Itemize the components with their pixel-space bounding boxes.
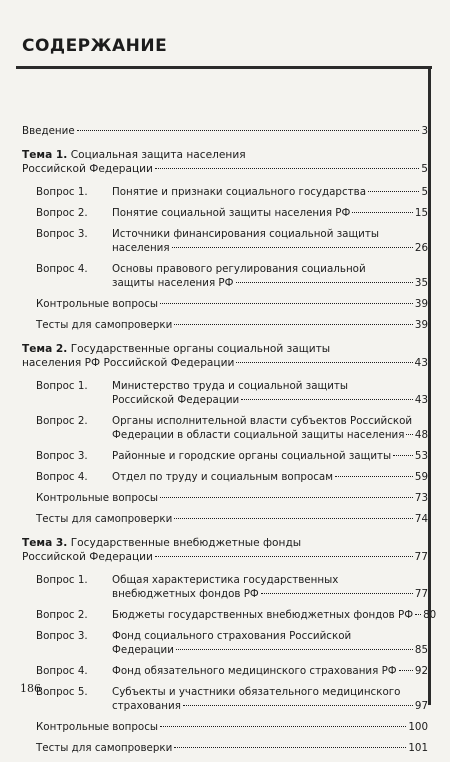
question-text-line2: Федерации bbox=[112, 644, 174, 656]
page-ref: 53 bbox=[414, 450, 428, 462]
toc-theme-3 bbox=[22, 536, 428, 564]
question-text-line1: Министерство труда и социальной защиты bbox=[112, 380, 349, 392]
title-underline bbox=[16, 66, 432, 69]
toc-question bbox=[22, 414, 428, 442]
theme-label: Тема 1. bbox=[22, 149, 68, 161]
toc-question bbox=[22, 629, 428, 657]
theme-title-line2: Российской Федерации bbox=[22, 551, 153, 563]
question-label: Вопрос 2. bbox=[36, 609, 88, 621]
question-text-line2: Российской Федерации bbox=[112, 394, 240, 406]
toc-entry-text: Тесты для самопроверки bbox=[36, 513, 173, 525]
toc-self-tests bbox=[22, 318, 428, 332]
toc-entry-text: Тесты для самопроверки bbox=[36, 319, 173, 331]
page-ref: 92 bbox=[414, 665, 428, 677]
leader-dots bbox=[415, 614, 421, 615]
page-ref: 35 bbox=[414, 277, 428, 289]
leader-dots bbox=[241, 399, 413, 400]
question-text-line2: защиты населения РФ bbox=[112, 277, 234, 289]
page-number: 186 bbox=[20, 682, 41, 695]
page-ref: 59 bbox=[414, 471, 428, 483]
question-text-line1: Фонд социального страхования Российской bbox=[112, 630, 352, 642]
leader-dots bbox=[174, 518, 413, 519]
leader-dots bbox=[174, 324, 413, 325]
question-text: Бюджеты государственных внебюджетных фондов РФ bbox=[112, 609, 414, 621]
toc-question bbox=[22, 470, 428, 484]
leader-dots bbox=[160, 497, 413, 498]
leader-dots bbox=[368, 191, 419, 192]
question-label: Вопрос 5. bbox=[36, 686, 88, 698]
question-label: Вопрос 4. bbox=[36, 471, 88, 483]
question-text-line2: внебюджетных фондов РФ bbox=[112, 588, 259, 600]
page-ref: 15 bbox=[414, 207, 428, 219]
toc-question bbox=[22, 262, 428, 290]
leader-dots bbox=[176, 649, 413, 650]
leader-dots bbox=[335, 476, 413, 477]
toc-theme-2 bbox=[22, 342, 428, 370]
question-text: Понятие социальной защиты населения РФ bbox=[112, 207, 351, 219]
leader-dots bbox=[406, 434, 412, 435]
toc-question bbox=[22, 449, 428, 463]
question-text: Понятие и признаки социального государства bbox=[112, 186, 366, 198]
leader-dots bbox=[236, 282, 413, 283]
page-ref: 26 bbox=[414, 242, 428, 254]
page-ref: 43 bbox=[414, 357, 428, 369]
page-ref: 77 bbox=[414, 588, 428, 600]
toc-theme-1 bbox=[22, 148, 428, 176]
toc-question bbox=[22, 573, 428, 601]
leader-dots bbox=[77, 130, 420, 131]
question-label: Вопрос 1. bbox=[36, 380, 88, 392]
page-ref: 43 bbox=[414, 394, 428, 406]
question-label: Вопрос 2. bbox=[36, 415, 88, 427]
theme-label: Тема 2. bbox=[22, 343, 68, 355]
question-text-line1: Органы исполнительной власти субъектов Российской bbox=[112, 415, 413, 427]
leader-dots bbox=[155, 168, 419, 169]
page-ref: 73 bbox=[414, 492, 428, 504]
question-text-line1: Субъекты и участники обязательного медицинского bbox=[112, 686, 401, 698]
theme-title-line2: Российской Федерации bbox=[22, 163, 153, 175]
page-ref: 101 bbox=[408, 742, 428, 754]
page-ref: 39 bbox=[414, 319, 428, 331]
toc-entry-text: Тесты для самопроверки bbox=[36, 742, 173, 754]
leader-dots bbox=[399, 670, 413, 671]
question-text-line1: Общая характеристика государственных bbox=[112, 574, 339, 586]
question-text-line1: Источники финансирования социальной защиты bbox=[112, 228, 380, 240]
toc-self-tests bbox=[22, 741, 428, 755]
question-text-line2: Федерации в области социальной защиты населения bbox=[112, 429, 405, 441]
toc-entry-text: Контрольные вопросы bbox=[36, 492, 159, 504]
page-ref: 100 bbox=[408, 721, 428, 733]
toc-control-questions bbox=[22, 720, 428, 734]
question-label: Вопрос 3. bbox=[36, 450, 88, 462]
leader-dots bbox=[160, 303, 413, 304]
table-of-contents bbox=[22, 124, 437, 762]
page-ref: 5 bbox=[421, 163, 428, 175]
page-ref: 39 bbox=[414, 298, 428, 310]
question-text-line2: страхования bbox=[112, 700, 181, 712]
toc-question bbox=[22, 185, 428, 199]
toc-entry-text: Контрольные вопросы bbox=[36, 298, 159, 310]
question-label: Вопрос 3. bbox=[36, 630, 88, 642]
toc-control-questions bbox=[22, 297, 428, 311]
leader-dots bbox=[160, 726, 406, 727]
leader-dots bbox=[172, 247, 413, 248]
page-ref: 80 bbox=[423, 609, 437, 621]
toc-question bbox=[22, 608, 437, 622]
leader-dots bbox=[261, 593, 413, 594]
theme-title-line2: населения РФ Российской Федерации bbox=[22, 357, 235, 369]
toc-control-questions bbox=[22, 491, 428, 505]
leader-dots bbox=[236, 362, 412, 363]
question-label: Вопрос 2. bbox=[36, 207, 88, 219]
question-text: Районные и городские органы социальной защиты bbox=[112, 450, 392, 462]
question-label: Вопрос 3. bbox=[36, 228, 88, 240]
page-ref: 3 bbox=[421, 125, 428, 137]
toc-question bbox=[22, 664, 428, 678]
toc-question bbox=[22, 206, 428, 220]
question-text-line1: Основы правового регулирования социальной bbox=[112, 263, 366, 275]
page-ref: 48 bbox=[414, 429, 428, 441]
page-title: СОДЕРЖАНИЕ bbox=[22, 36, 168, 56]
leader-dots bbox=[174, 747, 406, 748]
leader-dots bbox=[155, 556, 413, 557]
theme-label: Тема 3. bbox=[22, 537, 68, 549]
theme-title-line1: Государственные внебюджетные фонды bbox=[70, 537, 302, 549]
toc-self-tests bbox=[22, 512, 428, 526]
question-text: Фонд обязательного медицинского страхования РФ bbox=[112, 665, 397, 677]
leader-dots bbox=[183, 705, 413, 706]
question-label: Вопрос 1. bbox=[36, 574, 88, 586]
toc-entry-text: Введение bbox=[22, 125, 75, 137]
page-ref: 77 bbox=[414, 551, 428, 563]
page-ref: 97 bbox=[414, 700, 428, 712]
toc-entry-intro bbox=[22, 124, 428, 138]
leader-dots bbox=[352, 212, 413, 213]
page-ref: 85 bbox=[414, 644, 428, 656]
theme-title-line1: Социальная защита населения bbox=[70, 149, 246, 161]
theme-title-line1: Государственные органы социальной защиты bbox=[70, 343, 331, 355]
question-text-line2: населения bbox=[112, 242, 170, 254]
question-label: Вопрос 4. bbox=[36, 263, 88, 275]
toc-question bbox=[22, 379, 428, 407]
page-ref: 74 bbox=[414, 513, 428, 525]
question-label: Вопрос 4. bbox=[36, 665, 88, 677]
toc-entry-text: Контрольные вопросы bbox=[36, 721, 159, 733]
question-text: Отдел по труду и социальным вопросам bbox=[112, 471, 333, 483]
page-ref: 5 bbox=[421, 186, 428, 198]
leader-dots bbox=[393, 455, 413, 456]
toc-question bbox=[22, 685, 428, 713]
question-label: Вопрос 1. bbox=[36, 186, 88, 198]
toc-question bbox=[22, 227, 428, 255]
